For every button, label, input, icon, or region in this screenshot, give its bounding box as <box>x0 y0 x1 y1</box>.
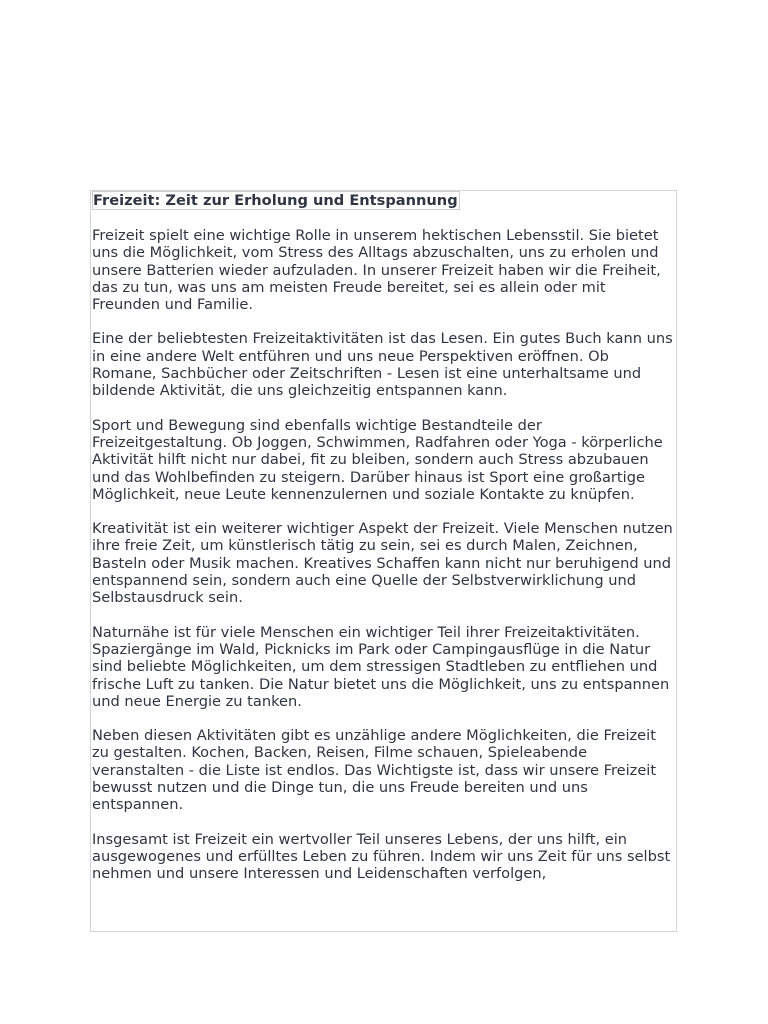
paragraph-conclusion: Insgesamt ist Freizeit ein wertvoller Teil unseres Lebens, der uns hilft, ein ausgewogenes und erfülltes Leben zu führen. Indem wir uns Zeit für uns selbst nehmen und unsere Interessen und Leidenschaften verfolgen, <box>92 830 671 883</box>
paragraph-nature: Naturnähe ist für viele Menschen ein wichtiger Teil ihrer Freizeitaktivitäten. Spaziergänge im Wald, Picknicks im Park oder Campingausflüge in die Natur sind beliebte Möglichkeiten, um dem stressigen Stadtleben zu entfliehen und frische Luft zu tanken. Die Natur bietet uns die Möglichkeit, uns zu entspannen und neue Energie zu tanken. <box>92 623 670 710</box>
paragraph-sport: Sport und Bewegung sind ebenfalls wichtige Bestandteile der Freizeitgestaltung. Ob Joggen, Schwimmen, Radfahren oder Yoga - körperliche Aktivität hilft nicht nur dabei, fit zu bleiben, sondern auch Stress abzubauen und das Wohlbefinden zu steigern. Darüber hinaus ist Sport eine großartige Möglichkeit, neue Leute kennenzulernen und soziale Kontakte zu knüpfen. <box>92 416 663 503</box>
document-title: Freizeit: Zeit zur Erholung und Entspannung <box>93 192 458 209</box>
paragraph-reading: Eine der beliebtesten Freizeitaktivitäten ist das Lesen. Ein gutes Buch kann uns in eine andere Welt entführen und uns neue Perspektiven eröffnen. Ob Romane, Sachbücher oder Zeitschriften - Lesen ist eine unterhaltsame und bildende Aktivität, die uns gleichzeitig entspannen kann. <box>92 330 673 400</box>
paragraph-intro: Freizeit spielt eine wichtige Rolle in unserem hektischen Lebensstil. Sie bietet uns die Möglichkeit, vom Stress des Alltags abzuschalten, uns zu erholen und unsere Batterien wieder aufzuladen. In unserer Freizeit haben wir die Freiheit, das zu tun, was uns am meisten Freude bereitet, sei es allein oder mit Freunden und Familie. <box>92 227 661 314</box>
paragraph-creativity: Kreativität ist ein weiterer wichtiger Aspekt der Freizeit. Viele Menschen nutzen ihre freie Zeit, um künstlerisch tätig zu sein, sei es durch Malen, Zeichnen, Basteln oder Musik machen. Kreatives Schaffen kann nicht nur beruhigend und entspannend sein, sondern auch eine Quelle der Selbstverwirklichung und Selbstausdruck sein. <box>92 520 673 607</box>
paragraph-other-activities: Neben diesen Aktivitäten gibt es unzählige andere Möglichkeiten, die Freizeit zu gestalten. Kochen, Backen, Reisen, Filme schauen, Spieleabende veranstalten - die Liste ist endlos. Das Wichtigste ist, dass wir unsere Freizeit bewusst nutzen und die Dinge tun, die uns Freude bereiten und uns entspannen. <box>92 727 657 814</box>
text-frame <box>90 190 677 932</box>
